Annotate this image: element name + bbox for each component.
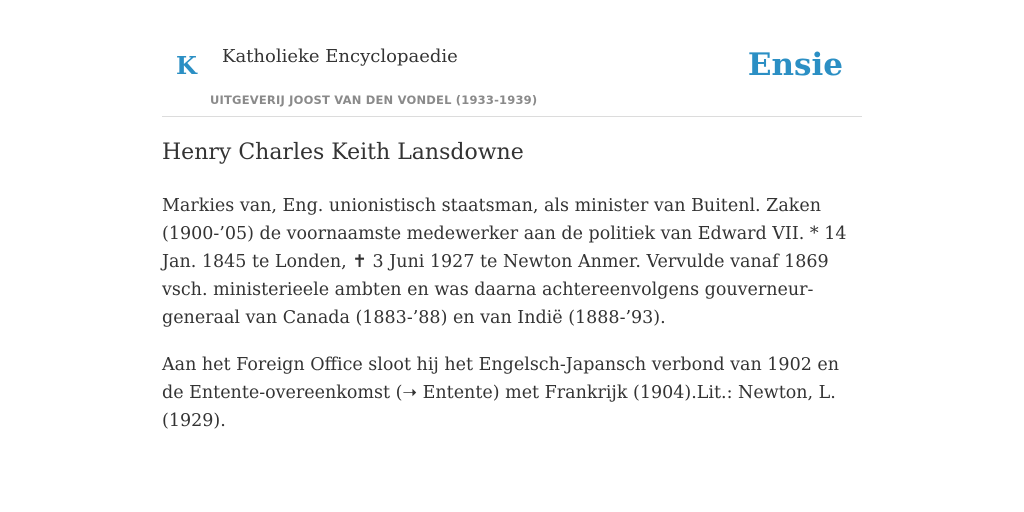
- article-paragraph: Markies van, Eng. unionistisch staatsman, als minister van Buitenl. Zaken (1900-’05) de voornaamste medewerker aan de politiek van Edward VII. * 14 Jan. 1845 te Londen, ✝ 3 Juni 1927 te Newton Anmer. Vervulde vanaf 1869 vsch. ministerieele ambten en was daarna achtereenvolgens gouverneur-generaal van Canada (1883-’88) en van Indië (1888-’93).: [162, 196, 847, 328]
- brand-logo[interactable]: Ensie: [747, 47, 843, 83]
- publisher-subtitle: UITGEVERIJ JOOST VAN DEN VONDEL (1933-1939): [210, 93, 538, 107]
- publication-name[interactable]: Katholieke Encyclopaedie: [222, 46, 458, 67]
- article-paragraph: Aan het Foreign Office sloot hij het Engelsch-Japansch verbond van 1902 en de Entente-overeenkomst (➝ Entente) met Frankrijk (1904).Lit.: Newton, L. (1929).: [162, 355, 840, 431]
- publication-logo[interactable]: K: [176, 51, 197, 80]
- article-body: [162, 192, 862, 454]
- article-title: Henry Charles Keith Lansdowne: [162, 140, 524, 165]
- site-header: [162, 30, 862, 117]
